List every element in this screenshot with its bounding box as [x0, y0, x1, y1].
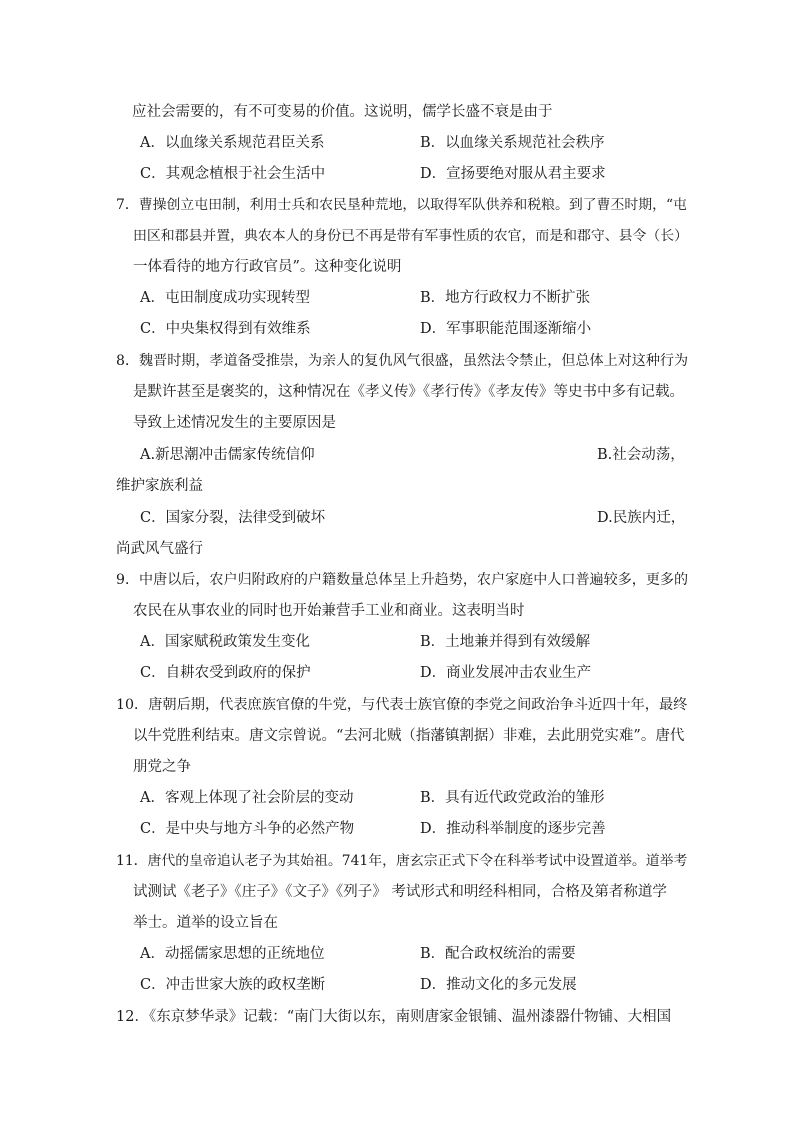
q12-stem-line-1: 12．《东京梦华录》记载：“南门大街以东，南则唐家金银铺、温州漆器什物铺、大相国: [116, 1009, 672, 1025]
q10-stem-line-1: 10．唐朝后期，代表庶族官僚的牛党，与代表士族官僚的李党之间政治争斗近四十年，最终: [116, 697, 688, 713]
q10-stem-line-3: 朋党之争: [133, 759, 191, 775]
q7-option-a: A．屯田制度成功实现转型: [140, 290, 310, 306]
q8-option-d: D.民族内迁，: [597, 510, 686, 526]
q7-option-c: C．中央集权得到有效维系: [140, 321, 311, 337]
q11-stem-line-2: 试测试《老子》《庄子》《文子》《列子》 考试形式和明经科相同，合格及第者称道学: [133, 884, 667, 900]
q9-option-a: A．国家赋税政策发生变化: [140, 634, 310, 650]
q7-stem-line-3: 一体看待的地方行政官员”。这种变化说明: [133, 259, 402, 275]
q6-option-d: D．宣扬要绝对服从君主要求: [420, 166, 606, 182]
q7-option-b: B．地方行政权力不断扩张: [420, 290, 591, 306]
q9-stem-line-2: 农民在从事农业的同时也开始兼营手工业和商业。这表明当时: [133, 603, 525, 619]
q11-stem-line-1: 11．唐代的皇帝追认老子为其始祖。741年，唐玄宗正式下令在科举考试中设置道举。道举考: [116, 853, 688, 869]
q9-option-d: D．商业发展冲击农业生产: [420, 665, 592, 681]
q6-option-c: C．其观念植根于社会生活中: [140, 166, 326, 182]
q7-option-d: D．军事职能范围逐渐缩小: [420, 321, 592, 337]
q8-stem-line-1: 8．魏晋时期，孝道备受推崇，为亲人的复仇风气很盛，虽然法令禁止，但总体上对这种行为: [116, 353, 689, 369]
q11-option-b: B．配合政权统治的需要: [420, 946, 576, 962]
q8-option-b-wrap: 维护家族利益: [116, 478, 203, 494]
q8-option-b: B.社会动荡，: [597, 447, 685, 463]
q10-stem-line-2: 以牛党胜利结束。唐文宗曾说。“去河北贼（指藩镇割据）非难，去此朋党实难”。唐代: [133, 728, 685, 744]
q7-stem-line-1: 7．曹操创立屯田制，利用士兵和农民垦种荒地，以取得军队供养和税粮。到了曹丕时期，“屯: [116, 197, 687, 213]
q6-option-a: A．以血缘关系规范君臣关系: [140, 135, 325, 151]
q8-option-c: C．国家分裂，法律受到破坏: [140, 510, 326, 526]
q7-stem-line-2: 田区和郡县并置，典农本人的身份已不再是带有军事性质的农官，而是和郡守、县令（长）: [133, 228, 689, 244]
q10-option-a: A．客观上体现了社会阶层的变动: [140, 790, 354, 806]
q11-stem-line-3: 举士。道举的设立旨在: [133, 915, 278, 931]
q11-option-c: C．冲击世家大族的政权垄断: [140, 977, 326, 993]
q6-stem-continuation: 应社会需要的，有不可变易的价值。这说明，儒学长盛不衰是由于: [132, 104, 553, 120]
q8-stem-line-3: 导致上述情况发生的主要原因是: [133, 415, 336, 431]
q11-option-d: D．推动文化的多元发展: [420, 977, 577, 993]
q8-option-a: A.新思潮冲击儒家传统信仰: [140, 447, 315, 463]
q9-option-b: B．土地兼并得到有效缓解: [420, 634, 591, 650]
q10-option-d: D．推动科举制度的逐步完善: [420, 821, 606, 837]
q10-option-c: C．是中央与地方斗争的必然产物: [140, 821, 355, 837]
q11-option-a: A．动摇儒家思想的正统地位: [140, 946, 325, 962]
q9-stem-line-1: 9．中唐以后，农户归附政府的户籍数量总体呈上升趋势，农户家庭中人口普遍较多，更多的: [116, 572, 689, 588]
q10-option-b: B．具有近代政党政治的雏形: [420, 790, 605, 806]
q9-option-c: C．自耕农受到政府的保护: [140, 665, 311, 681]
q8-option-d-wrap: 尚武风气盛行: [116, 541, 203, 557]
q6-option-b: B．以血缘关系规范社会秩序: [420, 135, 605, 151]
q8-stem-line-2: 是默许甚至是褒奖的，这种情况在《孝义传》《孝行传》《孝友传》等史书中多有记载。: [133, 384, 684, 400]
